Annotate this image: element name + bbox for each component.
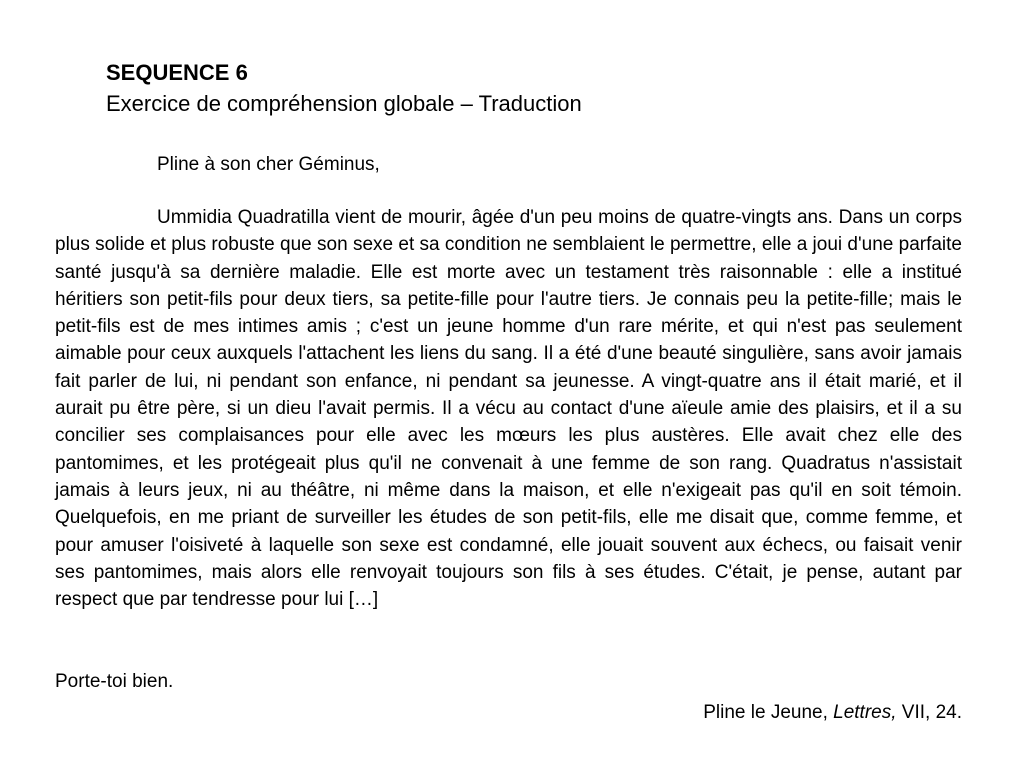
citation-reference: VII, 24. [896,702,962,723]
citation-author: Pline le Jeune, [703,702,834,723]
citation-work: Lettres, [833,702,897,723]
exercise-subtitle: Exercice de compréhension globale – Traduction [106,91,582,116]
letter-body: Ummidia Quadratilla vient de mourir, âgée d'un peu moins de quatre-vingts ans. Dans un corps plus solide et plus robuste que son sexe et sa condition ne semblaient le permettre, elle a joui d'une parfaite santé jusqu'à sa dernière maladie. Elle est morte avec un testament très raisonnable : elle a institué héritiers son petit-fils pour deux tiers, sa petite-fille pour l'autre tiers. Je connais peu la petite-fille; mais le petit-fils est de mes intimes amis ; c'est un jeune homme d'un rare mérite, et qui n'est pas seulement aimable pour ceux auxquels l'attachent les liens du sang. Il a été d'une beauté singulière, sans avoir jamais fait parler de lui, ni pendant son enfance, ni pendant sa jeunesse. A vingt-quatre ans il était marié, et il aurait pu être père, si un dieu l'avait permis. Il a vécu au contact d'une aïeule amie des plaisirs, et il a su concilier ses complaisances pour elle avec les mœurs les plus austères. Elle avait chez elle des pantomimes, et les protégeait plus qu'il ne convenait à une femme de son rang. Quadratus n'assistait jamais à leurs jeux, ni au théâtre, ni même dans la maison, et elle n'exigeait pas qu'il en soit témoin. Quelquefois, en me priant de surveiller les études de son petit-fils, elle me disait que, comme femme, et pour amuser l'oisiveté à laquelle son sexe est condamné, elle jouait souvent aux échecs, ou faisait venir ses pantomimes, mais alors elle renvoyait toujours son fils à ses études. C'était, je pense, autant par respect que par tendresse pour lui […] [55,207,962,611]
citation [703,699,962,726]
letter-closing: Porte-toi bien. [55,671,174,692]
letter-salutation: Pline à son cher Géminus, [157,154,380,175]
sequence-title: SEQUENCE 6 [106,60,248,85]
